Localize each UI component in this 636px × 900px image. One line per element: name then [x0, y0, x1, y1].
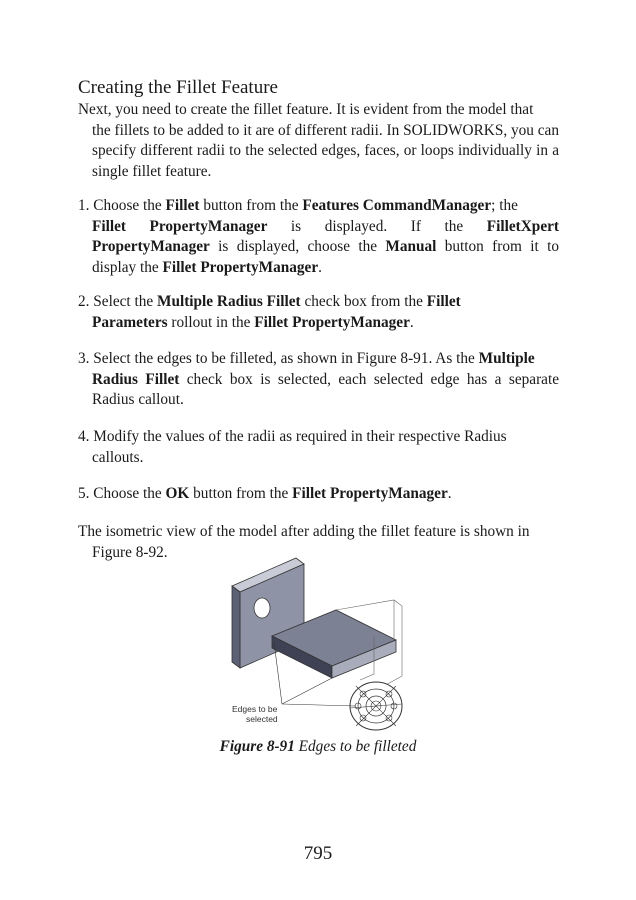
step-4-text: 4. Modify the values of the radii as required in their respective Radius: [78, 428, 507, 445]
step-2-text: 2. Select the Multiple Radius Fillet check box from the Fillet: [78, 293, 461, 310]
caption-text: Edges to be filleted: [294, 738, 417, 755]
step-1: [78, 196, 559, 278]
plate-hole: [254, 598, 270, 618]
step-5: [78, 484, 559, 505]
figure-caption: [0, 738, 636, 756]
callout-label-line1: Edges to be: [232, 704, 278, 714]
step-3-rest: Radius Fillet check box is selected, each selected edge has a separate Radius callout.: [92, 370, 559, 408]
leader-line-2: [282, 678, 332, 704]
closing-first-line: The isometric view of the model after adding the fillet feature is shown in: [78, 523, 530, 540]
intro-rest: the fillets to be added to it are of different radii. In SOLIDWORKS, you can specify different radii to the selected edges, faces, or loops individually in a single fillet feature.: [92, 121, 559, 180]
step-2: [78, 292, 559, 333]
step-4: [78, 427, 559, 468]
flange-wireframe: [350, 682, 402, 730]
leader-line-3: [282, 704, 356, 706]
caption-label: Figure 8-91: [219, 738, 295, 755]
page-number: 795: [303, 843, 333, 864]
step-3-text: 3. Select the edges to be filleted, as shown in Figure 8-91. As the Multiple: [78, 350, 535, 367]
step-2-rest: Parameters rollout in the Fillet PropertyManager.: [92, 313, 414, 331]
step-4-rest: callouts.: [92, 448, 144, 466]
step-5-text: 5. Choose the OK button from the Fillet PropertyManager.: [78, 485, 452, 502]
step-3: [78, 349, 559, 411]
callout-label-line2: selected: [246, 714, 278, 724]
step-1-rest: Fillet PropertyManager is displayed. If the FilletXpert PropertyManager is displayed, choose the Manual button from it to display the Fillet PropertyManager.: [92, 217, 559, 276]
intro-first-line: Next, you need to create the fillet feature. It is evident from the model that: [78, 101, 534, 118]
plate-side-face: [232, 586, 240, 668]
closing-rest: Figure 8-92.: [92, 543, 168, 561]
intro-paragraph: [78, 100, 559, 182]
section-heading: Creating the Fillet Feature: [78, 77, 278, 98]
step-1-text: 1. Choose the Fillet button from the Features CommandManager; the: [78, 197, 518, 214]
model-figure: [224, 556, 416, 736]
